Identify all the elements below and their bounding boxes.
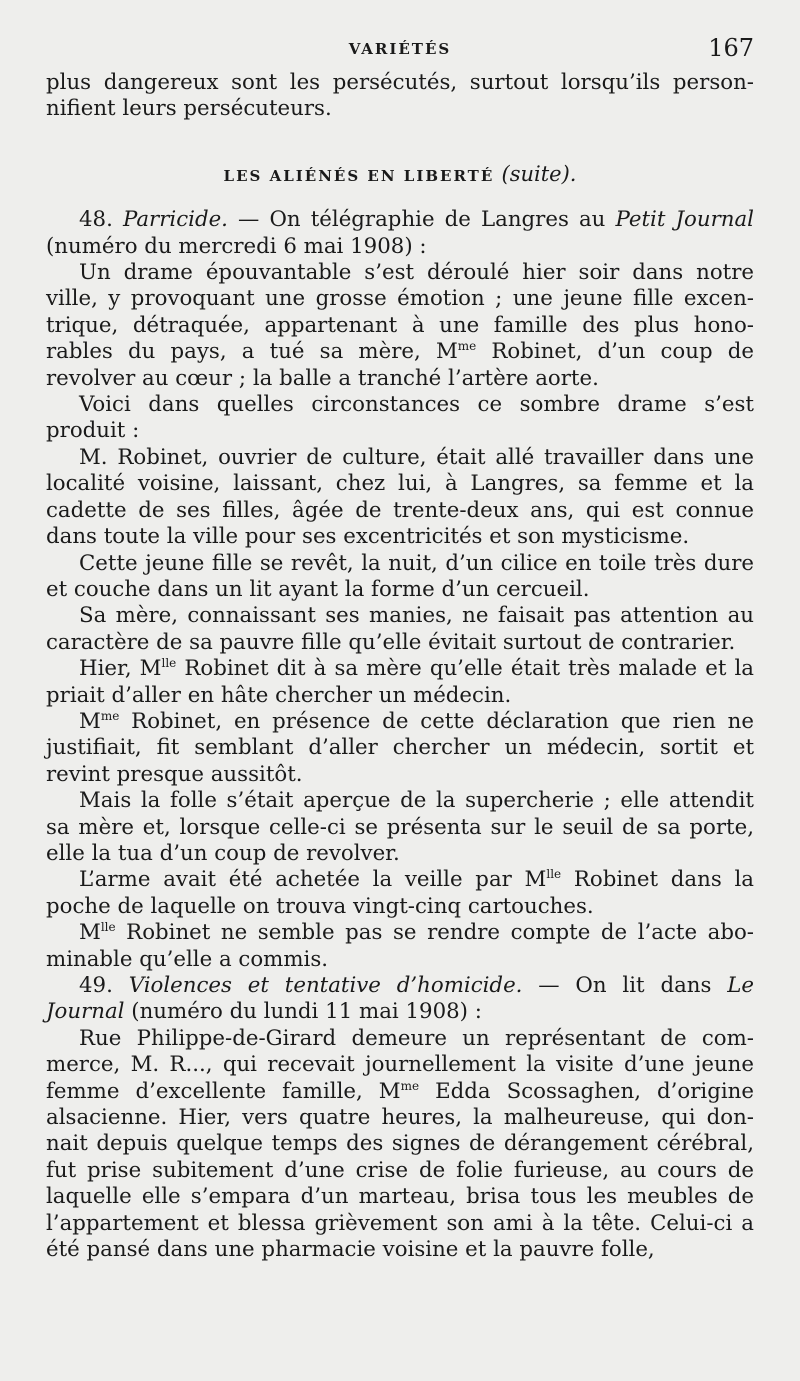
case-source: — On télégraphie de Langres au xyxy=(227,207,616,233)
case-number: 49. xyxy=(79,973,113,998)
case-number: 48. xyxy=(79,207,113,233)
text-run: M xyxy=(79,708,101,734)
text-run: L’arme avait été achetée la veille par M xyxy=(79,867,547,893)
case-title: Violences et tentative d’homicide. xyxy=(128,973,523,998)
case-title: Parricide. xyxy=(122,207,228,233)
text-run: Robinet dans la poche de laquelle on trouva vingt-cinq cartouches. xyxy=(46,867,754,919)
newspaper-name-2: Journal xyxy=(46,999,125,1025)
text-run: Robinet, d’un coup de revolver au cœur ; la balle a tranché l’artère aorte. xyxy=(46,339,754,391)
paragraph xyxy=(46,656,754,709)
text-run: Un drame épouvantable s’est déroulé hier soir dans notre ville, y provoquant une grosse émotion ; une jeune fille excen-trique, détraquée, appartenant à une famille des plus hono-rables du pays, a tué sa mère, M xyxy=(46,260,754,365)
case-source-date: (numéro du mercredi 6 mai 1908) : xyxy=(46,233,427,259)
newspaper-name-2: Journal xyxy=(675,207,754,233)
paragraph xyxy=(46,260,754,392)
paragraph: Sa mère, connaissant ses manies, ne faisait pas attention au caractère de sa pauvre fille qu’elle évitait surtout de contrarier. xyxy=(46,603,754,655)
text-run: M xyxy=(79,920,101,946)
newspaper-name: Petit xyxy=(615,207,666,233)
superscript: lle xyxy=(161,656,177,671)
text-run: Robinet dit à sa mère qu’elle était très malade et la priait d’aller en hâte chercher un médecin. xyxy=(46,656,754,708)
paragraph: Mais la folle s’était aperçue de la supercherie ; elle attendit sa mère et, lorsque celle-ci se présenta sur le seuil de sa porte, elle la tua d’un coup de revolver. xyxy=(46,788,754,866)
section-title: LES ALIÉNÉS EN LIBERTÉ xyxy=(223,166,495,185)
body-text xyxy=(46,70,754,1263)
case-source: — On lit dans xyxy=(522,973,728,998)
paragraph xyxy=(46,1026,754,1264)
superscript: lle xyxy=(546,867,562,882)
section-suite: (suite). xyxy=(501,161,577,186)
text-run: Hier, M xyxy=(79,656,162,682)
paragraph xyxy=(46,867,754,920)
text-run: Robinet, en présence de cette déclaration que rien ne justifiait, fit semblant d’aller chercher un médecin, sortit et revint presque aussitôt. xyxy=(46,708,754,787)
page-header xyxy=(46,34,754,70)
case-49-heading xyxy=(46,973,754,1026)
superscript: me xyxy=(400,1078,420,1093)
paragraph xyxy=(46,709,754,788)
page-number: 167 xyxy=(708,34,754,62)
section-heading xyxy=(46,161,754,189)
text-run: Rue Philippe-de-Girard demeure un représentant de com-merce, M. R..., qui recevait journellement la visite d’une jeune femme d’excellente famille, M xyxy=(46,1025,754,1104)
superscript: lle xyxy=(100,920,116,935)
text-run: Robinet ne semble pas se rendre compte de l’acte abo-minable qu’elle a commis. xyxy=(46,920,754,972)
paragraph: Voici dans quelles circonstances ce sombre drame s’est produit : xyxy=(46,392,754,444)
case-48-heading xyxy=(46,207,754,260)
intro-paragraph xyxy=(46,70,754,123)
text-run: Edda Scossaghen, d’origine alsacienne. Hier, vers quatre heures, la malheureuse, qui don-nait depuis quelque temps des signes de dérangement cérébral, fut prise subitement d’une crise de folie furieuse, au cours de laquelle elle s’empara d’un marteau, brisa tous les meubles de l’appartement et blessa grièvement son ami à la tête. Celui-ci a été pansé dans une pharmacie voisine et la pauvre folle, xyxy=(46,1078,754,1263)
newspaper-name: Le xyxy=(727,973,755,998)
superscript: me xyxy=(100,708,120,723)
running-title: VARIÉTÉS xyxy=(348,40,452,58)
paragraph: M. Robinet, ouvrier de culture, était allé travailler dans une localité voisine, laissant, chez lui, à Langres, sa femme et la cadette de ses filles, âgée de trente-deux ans, qui est connue dans toute la ville pour ses excentricités et son mysticisme. xyxy=(46,444,754,550)
superscript: me xyxy=(457,339,477,354)
intro-line-2: nifient leurs persécuteurs. xyxy=(46,96,332,122)
paragraph xyxy=(46,920,754,973)
intro-line-1: plus dangereux sont les persécutés, surtout lorsqu’ils person- xyxy=(46,70,754,95)
paragraph: Cette jeune fille se revêt, la nuit, d’un cilice en toile très dure et couche dans un lit ayant la forme d’un cercueil. xyxy=(46,550,754,602)
case-source-date: (numéro du lundi 11 mai 1908) : xyxy=(124,999,482,1025)
book-page xyxy=(46,34,754,1263)
